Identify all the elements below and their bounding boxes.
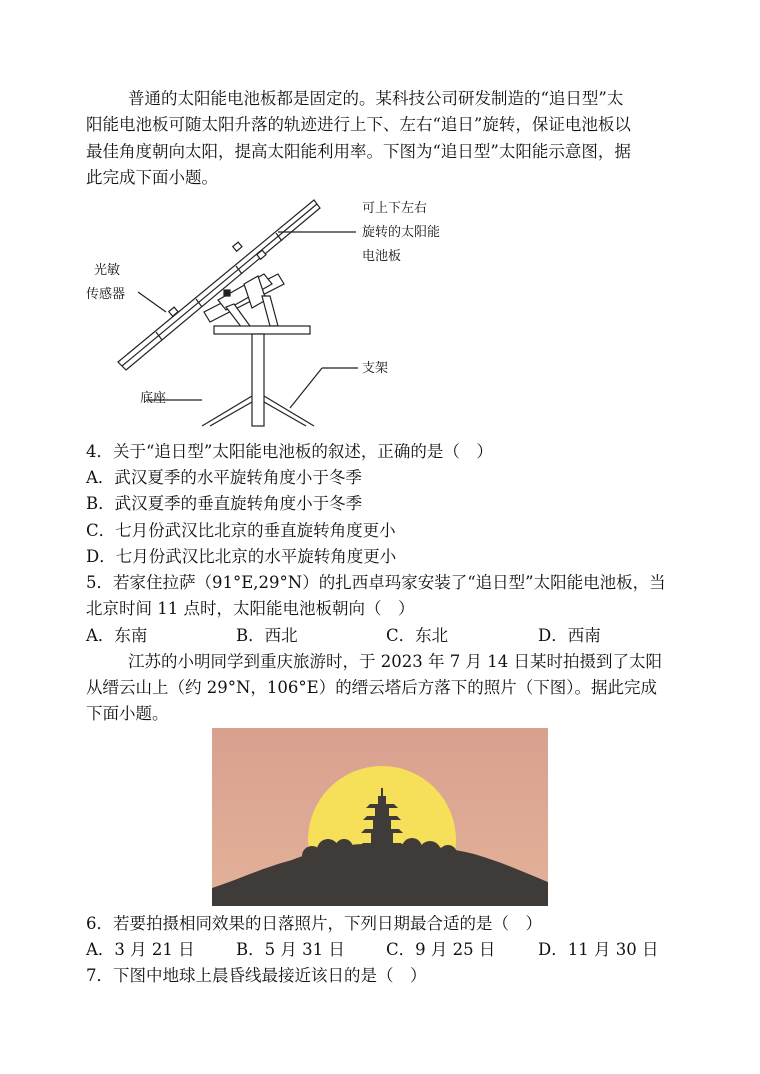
intro2-line-1: 江苏的小明同学到重庆旅游时，于 2023 年 7 月 14 日某时拍摄到了太阳	[128, 652, 662, 671]
intro1-line-2: 阳能电池板可随太阳升落的轨迹进行上下、左右“追日”旋转，保证电池板以	[86, 115, 631, 134]
label-sensor-line-1: 光敏	[94, 263, 121, 278]
q5-option-a[interactable]: A．东南	[86, 626, 148, 645]
q4-option-d[interactable]: D．七月份武汉比北京的水平旋转角度更小	[86, 547, 397, 566]
label-base: 底座	[140, 391, 167, 406]
q5-option-b[interactable]: B．西北	[236, 626, 298, 645]
q6-option-a[interactable]: A．3 月 21 日	[86, 940, 195, 959]
q6-stem: 6．若要拍摄相同效果的日落照片，下列日期最合适的是（ ）	[86, 914, 542, 933]
intro1-line-3: 最佳角度朝向太阳，提高太阳能利用率。下图为“追日型”太阳能示意图，据	[86, 142, 631, 161]
q5-option-d[interactable]: D．西南	[538, 626, 601, 645]
q5-option-c[interactable]: C．东北	[386, 626, 449, 645]
label-panel-line-3: 电池板	[362, 249, 402, 264]
intro2-line-2: 从缙云山上（约 29°N，106°E）的缙云塔后方落下的照片（下图）。据此完成	[86, 678, 657, 697]
label-stand: 支架	[362, 361, 389, 376]
q5-stem-line-1: 5．若家住拉萨（91°E,29°N）的扎西卓玛家安装了“追日型”太阳能电池板，当	[86, 573, 666, 592]
q6-option-d[interactable]: D．11 月 30 日	[538, 940, 659, 959]
q4-stem: 4．关于“追日型”太阳能电池板的叙述，正确的是（ ）	[86, 442, 493, 461]
sunset-tower-photo	[212, 728, 548, 906]
q5-stem-line-2: 北京时间 11 点时，太阳能电池板朝向（ ）	[86, 599, 415, 618]
solar-tracker-diagram	[86, 192, 441, 432]
q6-option-b[interactable]: B．5 月 31 日	[236, 940, 345, 959]
q6-option-c[interactable]: C．9 月 25 日	[386, 940, 496, 959]
intro1-line-4: 此完成下面小题。	[86, 168, 218, 187]
q4-option-a[interactable]: A．武汉夏季的水平旋转角度小于冬季	[86, 468, 362, 487]
intro2-line-3: 下面小题。	[86, 704, 169, 723]
label-panel-line-2: 旋转的太阳能	[362, 225, 441, 240]
q4-option-b[interactable]: B．武汉夏季的垂直旋转角度小于冬季	[86, 494, 363, 513]
intro1-line-1: 普通的太阳能电池板都是固定的。某科技公司研发制造的“追日型”太	[128, 89, 624, 108]
sunset-photo-drawing	[212, 728, 548, 906]
label-panel-line-1: 可上下左右	[362, 201, 428, 216]
q7-stem: 7．下图中地球上晨昏线最接近该日的是（ ）	[86, 966, 427, 985]
q4-option-c[interactable]: C．七月份武汉比北京的垂直旋转角度更小	[86, 521, 396, 540]
label-sensor-line-2: 传感器	[86, 287, 126, 302]
